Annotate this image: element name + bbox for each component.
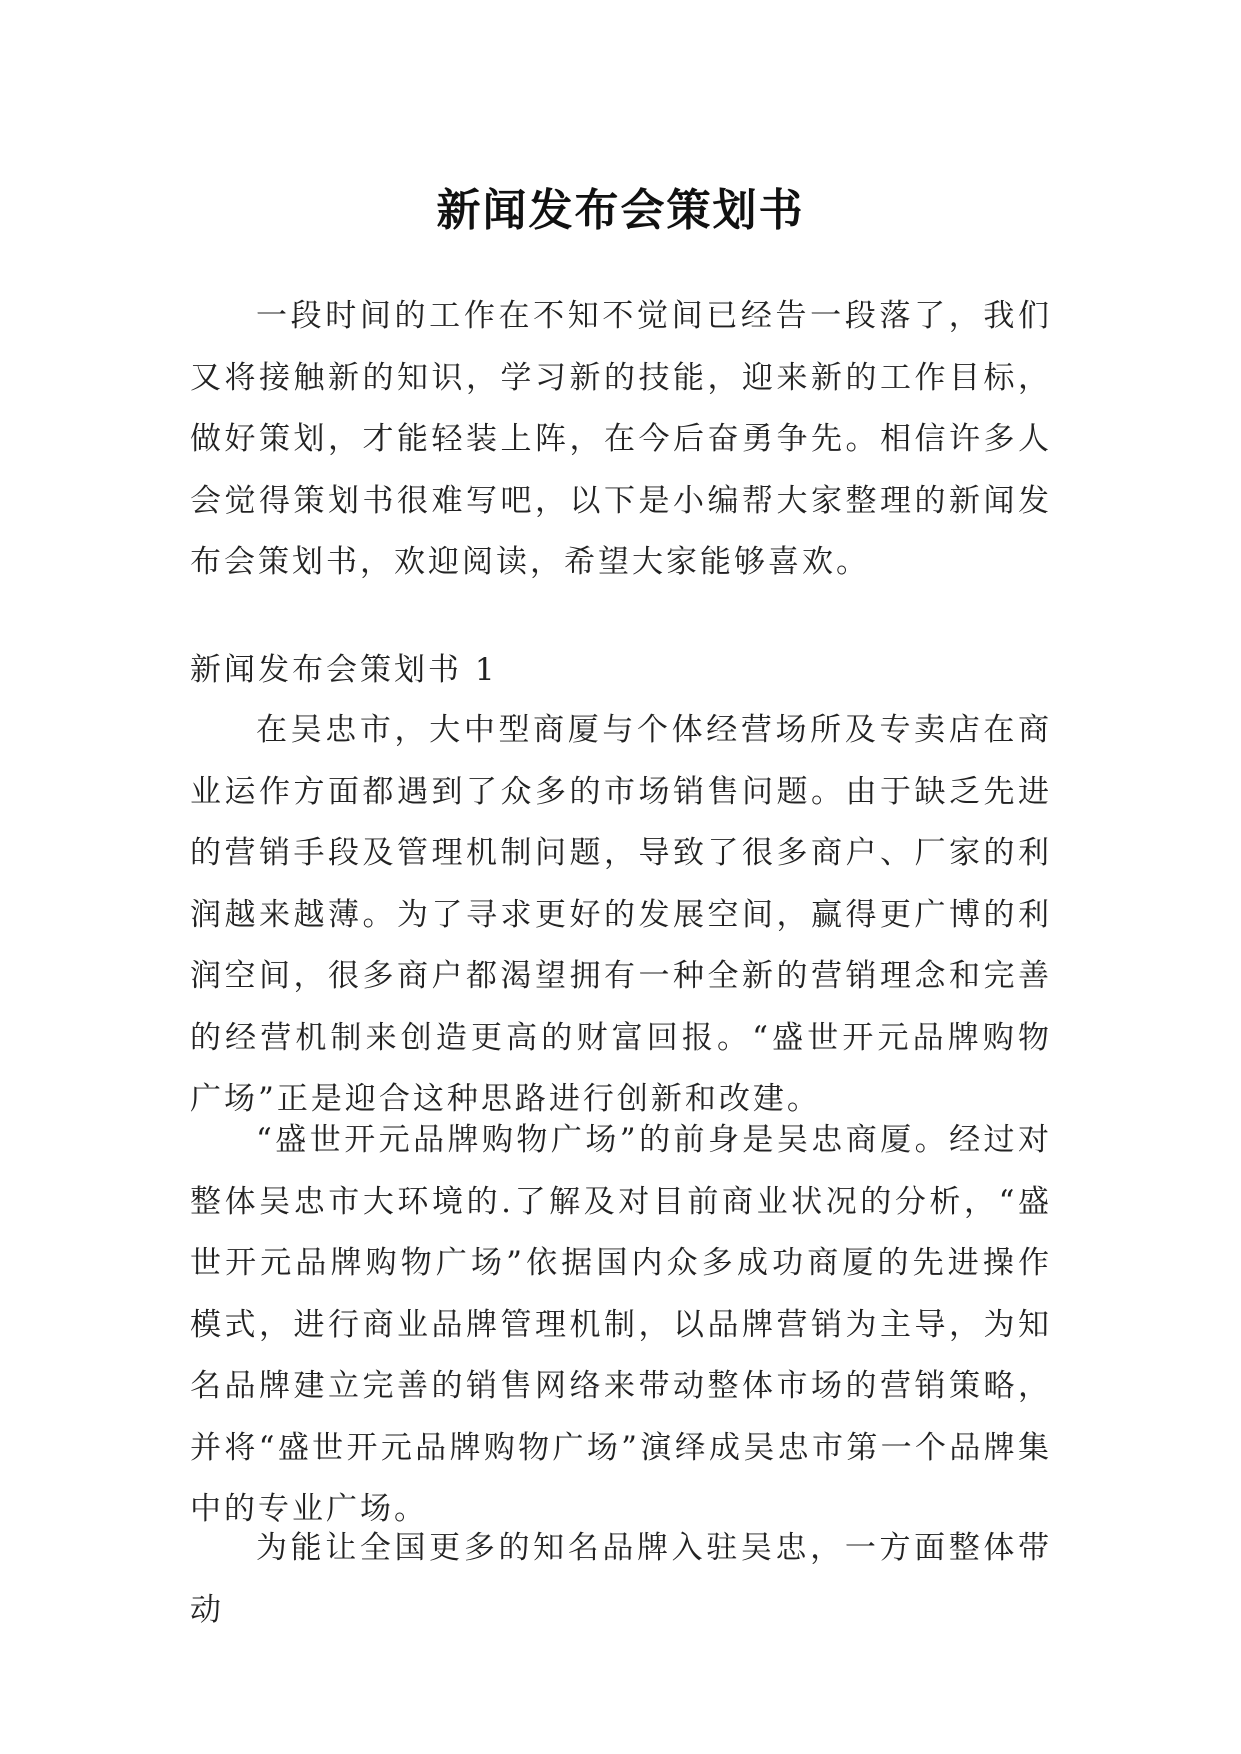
section-heading: 新闻发布会策划书 1	[190, 652, 498, 688]
body-paragraph: “盛世开元品牌购物广场”的前身是吴忠商厦。经过对整体吴忠市大环境的.了解及对目前商业状况的分析，“盛世开元品牌购物广场”依据国内众多成功商厦的先进操作模式，进行商业品牌管理机制，以品牌营销为主导，为知名品牌建立完善的销售网络来带动整体市场的营销策略，并将“盛世开元品牌购物广场”演绎成吴忠市第一个品牌集中的专业广场。	[190, 1122, 1052, 1527]
body-paragraph: 为能让全国更多的知名品牌入驻吴忠，一方面整体带动	[190, 1530, 1052, 1628]
intro-paragraph: 一段时间的工作在不知不觉间已经告一段落了，我们又将接触新的知识，学习新的技能，迎来新的工作目标，做好策划，才能轻装上阵，在今后奋勇争先。相信许多人会觉得策划书很难写吧，以下是小编帮大家整理的新闻发布会策划书，欢迎阅读，希望大家能够喜欢。	[190, 298, 1052, 580]
body-paragraph: 在吴忠市，大中型商厦与个体经营场所及专卖店在商业运作方面都遇到了众多的市场销售问题。由于缺乏先进的营销手段及管理机制问题，导致了很多商户、厂家的利润越来越薄。为了寻求更好的发展空间，赢得更广博的利润空间，很多商户都渴望拥有一种全新的营销理念和完善的经营机制来创造更高的财富回报。“盛世开元品牌购物广场”正是迎合这种思路进行创新和改建。	[190, 712, 1052, 1117]
document-title: 新闻发布会策划书	[436, 185, 805, 237]
